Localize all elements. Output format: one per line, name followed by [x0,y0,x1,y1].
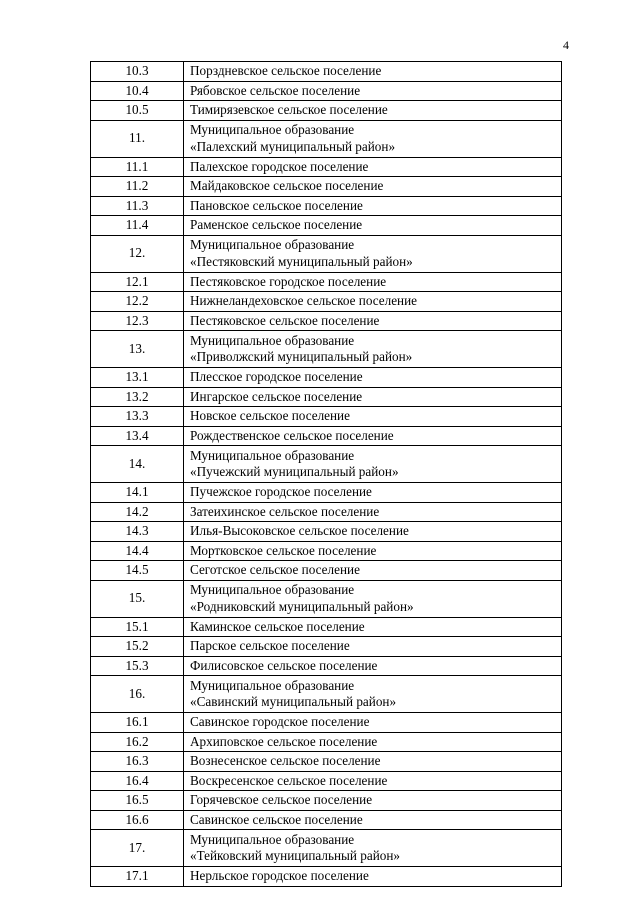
row-number-cell: 13. [91,331,184,368]
row-name-line: Рождественское сельское поселение [190,427,394,443]
row-number-cell: 17.1 [91,867,184,887]
row-name-line: Савинское сельское поселение [190,811,363,827]
row-name-line: «Палехский муниципальный район» [190,138,396,154]
row-number-cell: 11.1 [91,157,184,177]
table-row [91,292,562,312]
row-name-line: Воскресенское сельское поселение [190,772,388,788]
row-name-line: Муниципальное образование [190,122,355,137]
row-number-cell: 15.1 [91,617,184,637]
table-row [91,101,562,121]
row-number-cell: 13.2 [91,387,184,407]
row-name-cell [184,676,562,713]
table-row [91,272,562,292]
row-number-cell: 10.5 [91,101,184,121]
row-name-line: Илья-Высоковское сельское поселение [190,523,409,538]
table-row [91,676,562,713]
row-number-cell: 10.3 [91,62,184,82]
row-name-line: Горячевское сельское поселение [190,792,373,807]
table-row [91,407,562,427]
row-name-cell [184,368,562,388]
row-name-line: «Пучежский муниципальный район» [190,464,399,479]
table-row [91,752,562,772]
table-row [91,867,562,887]
row-name-line: Нерльское городское поселение [190,868,369,883]
row-name-line: Архиповское сельское поселение [190,733,378,749]
row-name-line: Порздневское сельское поселение [190,63,382,78]
page-number: 4 [563,38,569,52]
row-name-line: «Приволжский муниципальный район» [190,349,413,364]
table-row [91,483,562,503]
table-row [91,446,562,483]
row-name-cell [184,752,562,772]
row-number-cell: 16.1 [91,713,184,733]
row-number-cell: 11. [91,120,184,157]
row-number-cell: 14. [91,446,184,483]
table-row [91,732,562,752]
row-name-line: Пучежское городское поселение [190,484,372,499]
row-name-line: Пановское сельское поселение [190,197,363,213]
row-name-cell [184,483,562,503]
row-name-line: Муниципальное образование [190,677,355,693]
table-row [91,177,562,197]
table-row [91,791,562,811]
table-row [91,522,562,542]
row-name-cell [184,637,562,657]
row-name-cell [184,830,562,867]
table-row [91,810,562,830]
row-number-cell: 16. [91,676,184,713]
row-name-cell [184,62,562,82]
row-name-line: «Родниковский муниципальный район» [190,598,414,614]
row-number-cell: 12.2 [91,292,184,312]
table-row [91,196,562,216]
row-name-line: Каминское сельское поселение [190,618,365,634]
row-name-line: «Тейковский муниципальный район» [190,848,401,863]
row-name-cell [184,791,562,811]
row-number-cell: 15.2 [91,637,184,657]
row-name-cell [184,235,562,272]
row-name-cell [184,387,562,407]
row-number-cell: 14.1 [91,483,184,503]
table-row [91,331,562,368]
row-number-cell: 16.3 [91,752,184,772]
table-row [91,713,562,733]
row-name-cell [184,656,562,676]
row-name-line: Савинское городское поселение [190,714,370,729]
row-number-cell: 11.4 [91,216,184,236]
row-number-cell: 13.1 [91,368,184,388]
row-number-cell: 13.4 [91,426,184,446]
table-row [91,771,562,791]
row-name-cell [184,407,562,427]
row-name-cell [184,196,562,216]
table-row [91,311,562,331]
row-name-line: Майдаковское сельское поселение [190,178,384,193]
table-row [91,62,562,82]
row-name-cell [184,771,562,791]
row-name-line: «Савинский муниципальный район» [190,694,397,709]
row-name-line: Муниципальное образование [190,332,355,348]
table-row [91,617,562,637]
row-name-cell [184,426,562,446]
row-name-line: Муниципальное образование [190,582,355,597]
table-row [91,368,562,388]
row-name-line: Палехское городское поселение [190,158,369,174]
row-name-line: Тимирязевское сельское поселение [190,102,388,117]
row-name-cell [184,81,562,101]
row-number-cell: 11.3 [91,196,184,216]
row-name-cell [184,157,562,177]
row-number-cell: 10.4 [91,81,184,101]
table-row [91,541,562,561]
row-name-cell [184,713,562,733]
row-name-line: Затеихинское сельское поселение [190,503,380,519]
row-name-line: Ингарское сельское поселение [190,388,363,404]
row-name-cell [184,216,562,236]
row-name-line: Рябовское сельское поселение [190,82,361,98]
row-number-cell: 11.2 [91,177,184,197]
row-name-line: Мортковское сельское поселение [190,542,377,558]
table-body [91,62,562,887]
row-name-line: Муниципальное образование [190,831,355,847]
row-name-cell [184,617,562,637]
row-name-cell [184,331,562,368]
row-name-line: Муниципальное образование [190,447,355,463]
row-name-line: «Пестяковский муниципальный район» [190,253,413,269]
table-row [91,580,562,617]
row-name-line: Нижнеландеховское сельское поселение [190,293,418,308]
row-name-cell [184,101,562,121]
row-name-cell [184,541,562,561]
row-name-cell [184,867,562,887]
row-number-cell: 12. [91,235,184,272]
row-number-cell: 12.1 [91,272,184,292]
row-name-line: Пестяковское сельское поселение [190,312,380,328]
row-number-cell: 16.2 [91,732,184,752]
row-name-line: Филисовское сельское поселение [190,657,378,673]
table-row [91,235,562,272]
table-row [91,120,562,157]
row-name-cell [184,292,562,312]
row-number-cell: 14.2 [91,502,184,522]
row-name-cell [184,580,562,617]
row-number-cell: 12.3 [91,311,184,331]
table-row [91,216,562,236]
row-name-line: Муниципальное образование [190,237,355,252]
row-name-cell [184,272,562,292]
table-row [91,387,562,407]
row-number-cell: 16.5 [91,791,184,811]
table-row [91,637,562,657]
settlements-table [90,61,562,887]
table-row [91,656,562,676]
row-name-cell [184,446,562,483]
row-number-cell: 13.3 [91,407,184,427]
row-name-cell [184,561,562,581]
row-name-line: Раменское сельское поселение [190,217,363,232]
row-name-line: Парское сельское поселение [190,638,350,653]
row-number-cell: 17. [91,830,184,867]
row-number-cell: 14.4 [91,541,184,561]
table-row [91,502,562,522]
row-name-line: Сеготское сельское поселение [190,562,360,577]
table-row [91,426,562,446]
row-name-line: Новское сельское поселение [190,408,350,423]
row-name-line: Пестяковское городское поселение [190,273,387,289]
row-name-cell [184,522,562,542]
table-row [91,81,562,101]
row-name-line: Вознесенское сельское поселение [190,753,381,768]
row-name-line: Плесское городское поселение [190,369,363,384]
row-name-cell [184,502,562,522]
row-name-cell [184,311,562,331]
row-name-cell [184,120,562,157]
row-number-cell: 15.3 [91,656,184,676]
table-row [91,157,562,177]
row-name-cell [184,732,562,752]
row-name-cell [184,177,562,197]
table-row [91,561,562,581]
row-number-cell: 15. [91,580,184,617]
row-number-cell: 14.3 [91,522,184,542]
table-row [91,830,562,867]
row-name-cell [184,810,562,830]
row-number-cell: 14.5 [91,561,184,581]
row-number-cell: 16.4 [91,771,184,791]
row-number-cell: 16.6 [91,810,184,830]
